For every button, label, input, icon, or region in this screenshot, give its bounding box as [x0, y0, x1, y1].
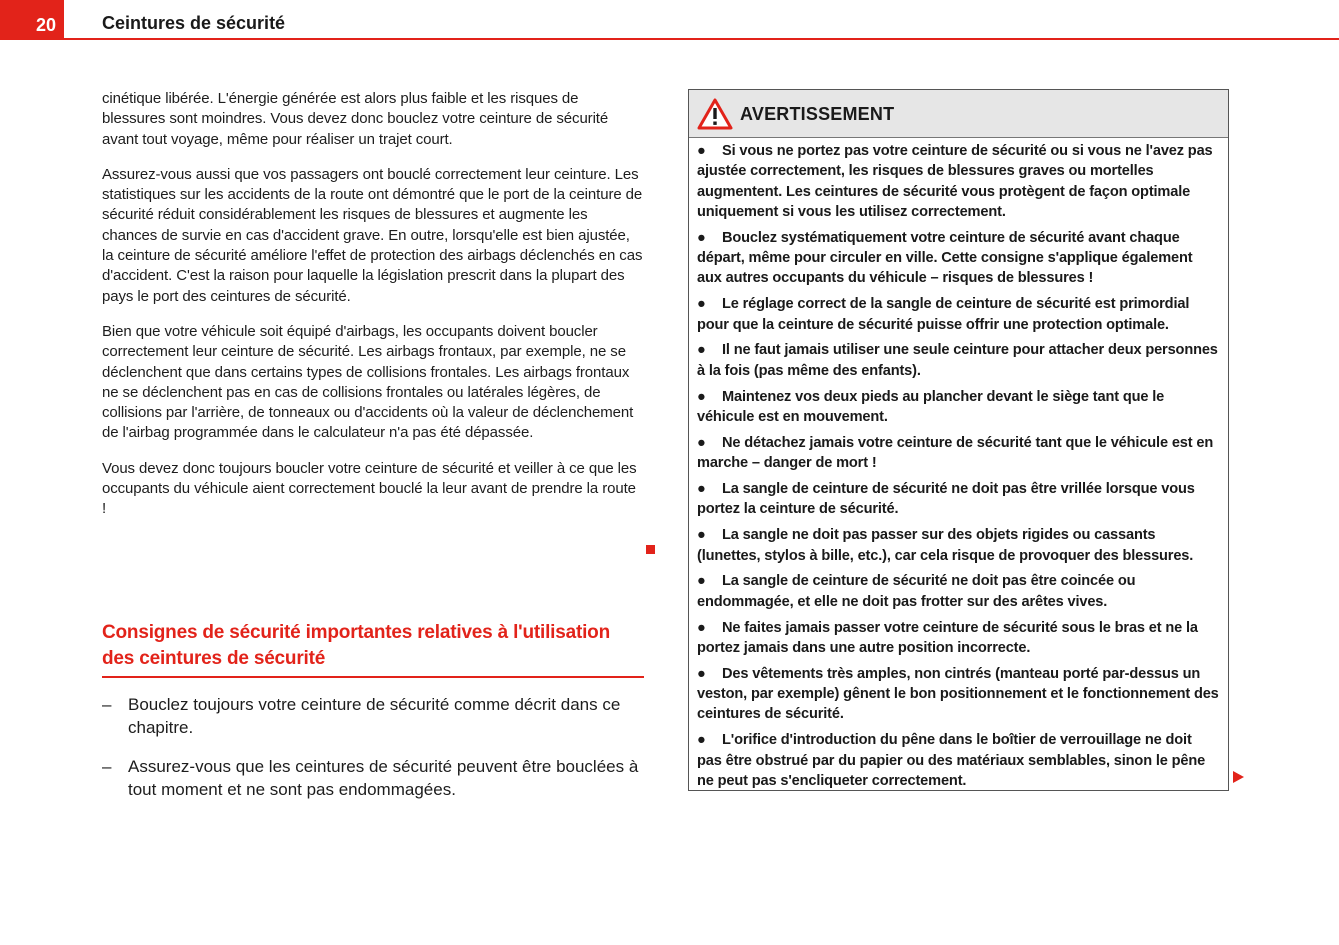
body-paragraph: Bien que votre véhicule soit équipé d'airbags, les occupants doivent boucler correctement leur ceinture de sécurité. Les airbags frontaux, par exemple, ne se déclenchent que dans certains types de collisions frontales. Les airbags frontaux ne se déclenchent pas en cas de collisions frontales ou latérales légères, de collisions par l'arrière, de tonneaux ou d'accidents où la valeur de déclenchement de l'airbag programmée dans le calculateur n'a pas été dépassée. — [102, 322, 634, 442]
bullet-icon: ● — [697, 434, 706, 451]
page-header — [0, 0, 1339, 42]
warning-item — [697, 664, 1220, 725]
list-item-text: Assurez-vous que les ceintures de sécurité peuvent être bouclées à tout moment et ne sont pas endommagées. — [128, 757, 639, 799]
warning-item — [697, 525, 1220, 566]
warning-item — [697, 340, 1220, 381]
body-paragraph: Assurez-vous aussi que vos passagers ont bouclé correctement leur ceinture. Les statistiques sur les accidents de la route ont démontré que le port de la ceinture de sécurité réduit considérablement les risques de blessures et augmente les chances de survie en cas d'accident grave. En outre, lorsqu'elle est bien ajustée, la ceinture de sécurité améliore l'effet de protection des airbags déclenchés en cas d'accident. C'est la raison pour laquelle la législation prescrit dans la plupart des pays le port des ceintures de sécurité. — [102, 165, 643, 305]
body-paragraph: Vous devez donc toujours boucler votre ceinture de sécurité et veiller à ce que les occupants du véhicule aient correctement bouclé la leur avant de prendre la route ! — [102, 459, 637, 518]
warning-item-text: La sangle de ceinture de sécurité ne doit pas être coincée ou endommagée, et elle ne doit pas frotter sur des arêtes vives. — [697, 573, 1136, 610]
list-item-text: Bouclez toujours votre ceinture de sécurité comme décrit dans ce chapitre. — [128, 695, 621, 737]
bullet-icon: ● — [697, 481, 706, 498]
chapter-title: Ceintures de sécurité — [102, 13, 286, 33]
warning-item — [697, 433, 1220, 474]
bullet-icon: ● — [697, 619, 706, 636]
dash-bullet: – — [102, 757, 112, 776]
header-divider — [64, 38, 1339, 40]
warning-item-text: La sangle ne doit pas passer sur des objets rigides ou cassants (lunettes, stylos à bille, etc.), car cela risque de provoquer des blessures. — [697, 527, 1194, 564]
warning-item-text: Ne faites jamais passer votre ceinture de sécurité sous le bras et ne la portez jamais dans une autre position incorrecte. — [697, 619, 1198, 656]
bullet-icon: ● — [697, 143, 706, 159]
bullet-icon: ● — [697, 732, 706, 749]
warning-item — [697, 294, 1220, 335]
bullet-icon: ● — [697, 388, 706, 405]
warning-item — [697, 571, 1220, 612]
instruction-list — [102, 693, 647, 817]
warning-item-text: Des vêtements très amples, non cintrés (manteau porté par-dessus un veston, par exemple) gênent le bon positionnement et le fonctionnement des ceintures de sécurité. — [697, 665, 1219, 723]
page-number: 20 — [0, 0, 64, 40]
warning-item — [697, 228, 1220, 289]
left-column — [102, 89, 644, 535]
warning-item-text: Si vous ne portez pas votre ceinture de sécurité ou si vous ne l'avez pas ajustée correctement, les risques de blessures graves ou mortelles augmentent. Les ceintures de sécurité vous protègent de façon optimale uniquement si vous les utilisez correctement. — [697, 143, 1213, 220]
warning-item — [697, 141, 1220, 222]
end-of-section-square-icon — [646, 545, 655, 554]
warning-box — [688, 89, 1229, 791]
warning-triangle-icon — [697, 98, 733, 130]
warning-item — [697, 618, 1220, 659]
warning-item — [697, 479, 1220, 520]
bullet-icon: ● — [697, 527, 706, 544]
warning-item-text: La sangle de ceinture de sécurité ne doit pas être vrillée lorsque vous portez la ceinture de sécurité. — [697, 481, 1195, 518]
bullet-icon: ● — [697, 573, 706, 590]
bullet-icon: ● — [697, 665, 706, 682]
continue-arrow-icon — [1233, 771, 1244, 783]
warning-header — [689, 90, 1228, 138]
body-paragraph: cinétique libérée. L'énergie générée est alors plus faible et les risques de blessures sont moindres. Vous devez donc bouclez votre ceinture de sécurité avant tout voyage, même pour réaliser un trajet court. — [102, 90, 609, 148]
warning-item-text: Bouclez systématiquement votre ceinture de sécurité avant chaque départ, même pour circuler en ville. Cette consigne s'applique également aux autres occupants du véhicule – risques de blessures ! — [697, 229, 1193, 287]
list-item — [102, 755, 647, 801]
bullet-icon: ● — [697, 229, 706, 246]
bullet-icon: ● — [697, 342, 706, 359]
warning-item — [697, 387, 1220, 428]
warning-item-text: Il ne faut jamais utiliser une seule ceinture pour attacher deux personnes à la fois (pas même des enfants). — [697, 342, 1218, 379]
section-heading: Consignes de sécurité importantes relatives à l'utilisation des ceintures de sécurité — [102, 620, 644, 678]
warning-item-text: Maintenez vos deux pieds au plancher devant le siège tant que le véhicule est en mouvement. — [697, 388, 1165, 425]
bullet-icon: ● — [697, 296, 706, 313]
warning-item-text: Ne détachez jamais votre ceinture de sécurité tant que le véhicule est en marche – danger de mort ! — [697, 434, 1214, 472]
warning-item-text: Le réglage correct de la sangle de ceinture de sécurité est primordial pour que la ceinture de sécurité puisse offrir une protection optimale. — [697, 296, 1190, 333]
warning-item — [697, 730, 1220, 791]
dash-bullet: – — [102, 695, 112, 714]
warning-item-text: L'orifice d'introduction du pêne dans le boîtier de verrouillage ne doit pas être obstrué par du papier ou des matériaux semblables, sinon le pêne ne peut pas s'encliqueter correctement. — [697, 732, 1206, 789]
list-item — [102, 693, 647, 739]
warning-title: AVERTISSEMENT — [740, 104, 895, 124]
warning-list — [689, 138, 1228, 791]
